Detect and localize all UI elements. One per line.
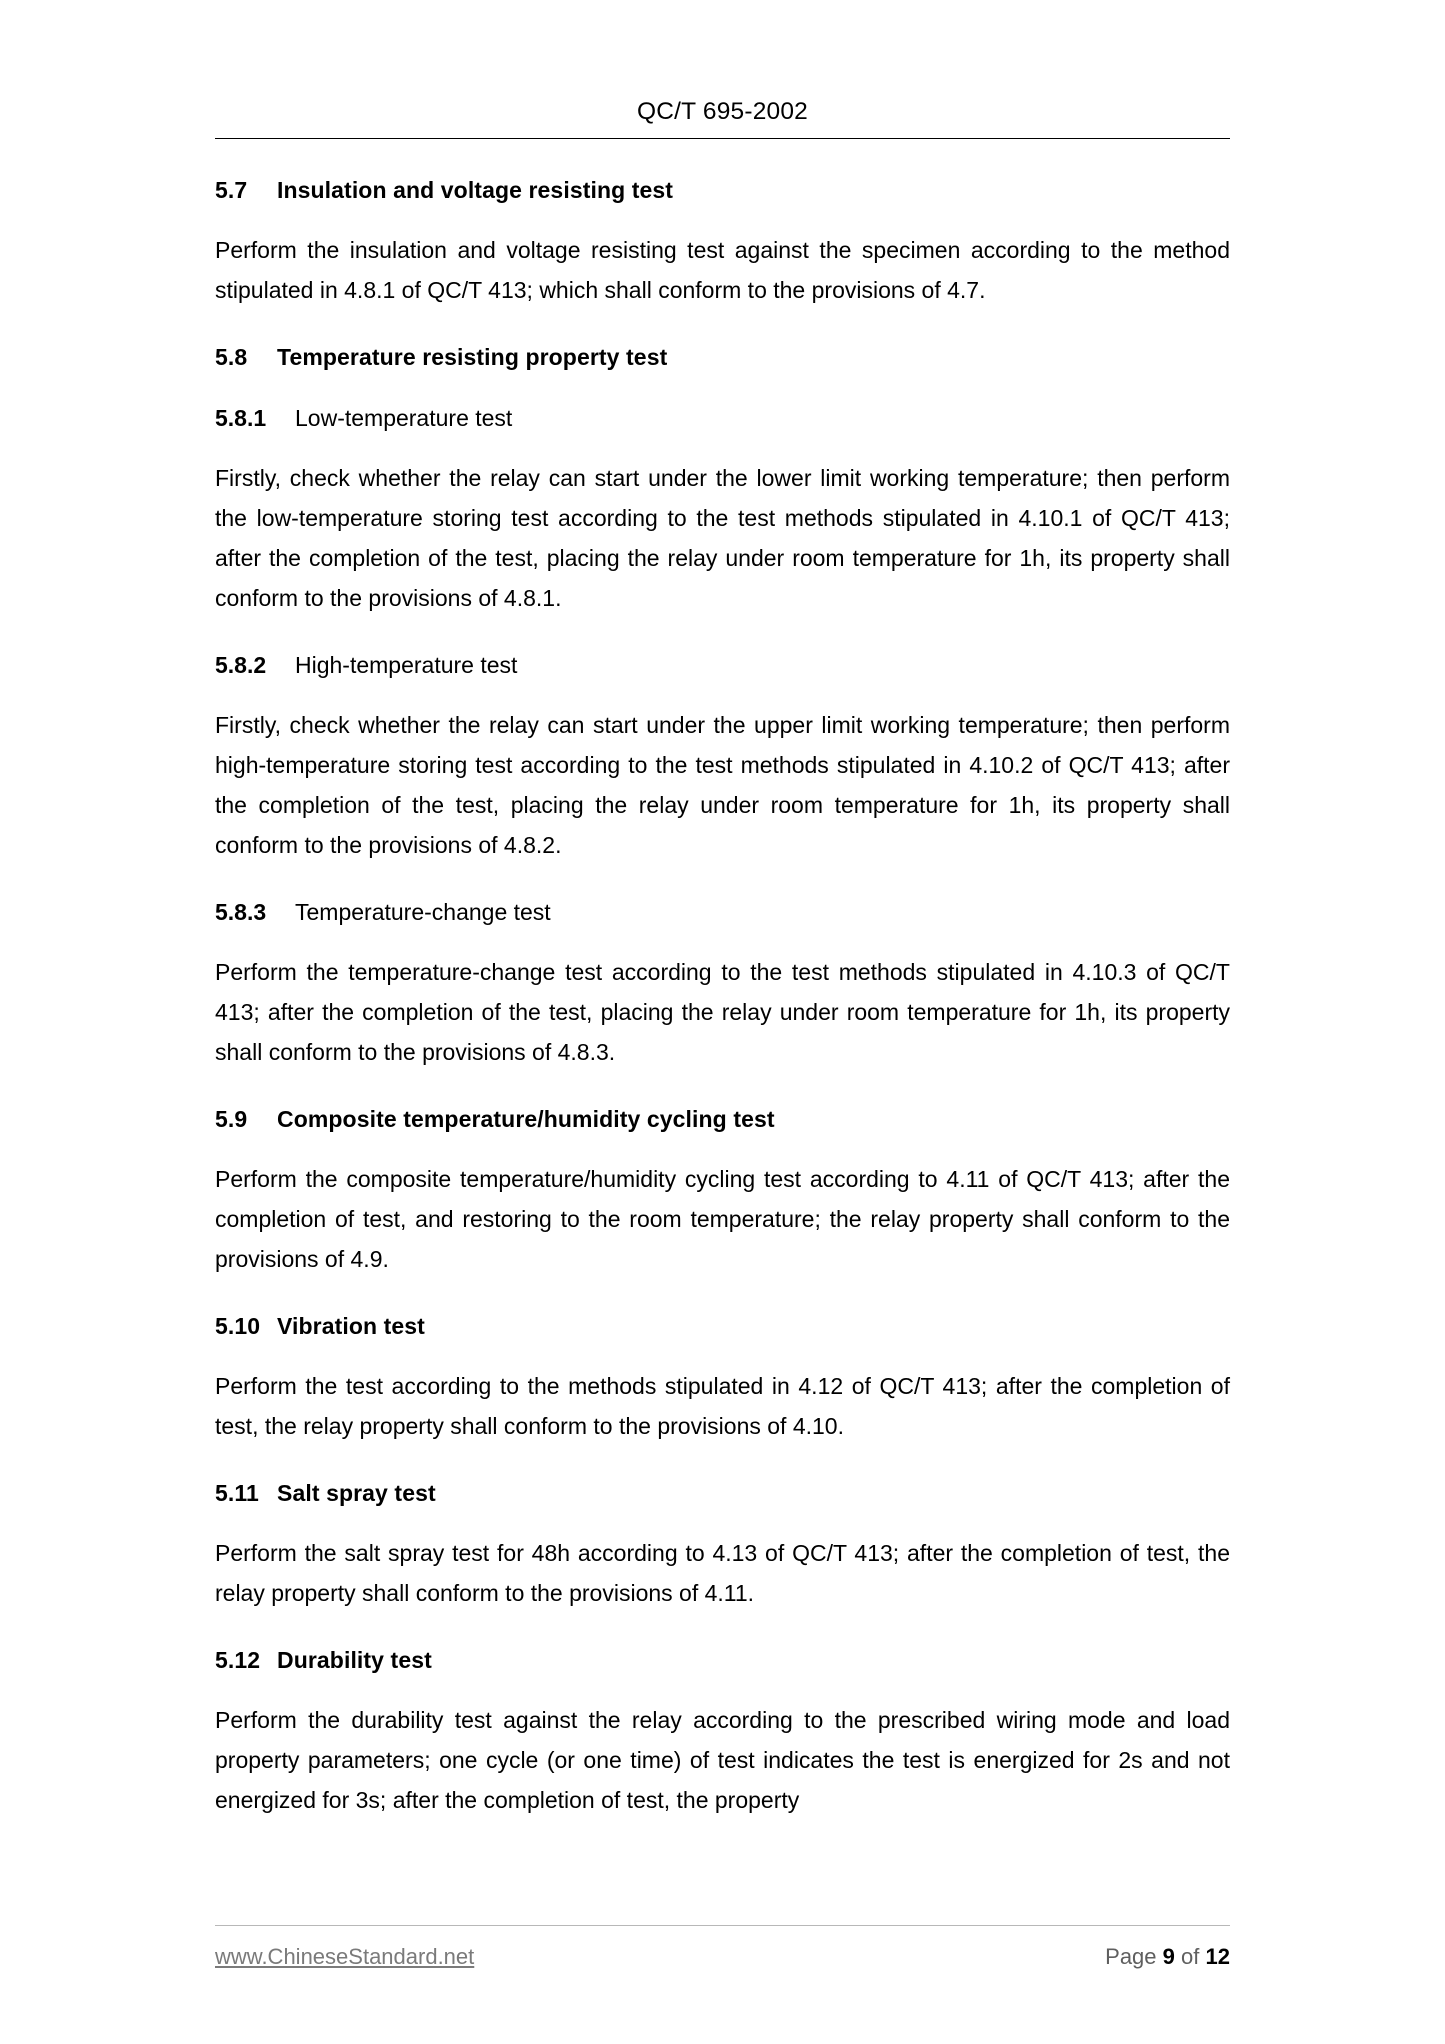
section-number: 5.11 (215, 1480, 259, 1506)
total-page-number: 12 (1205, 1944, 1230, 1969)
section-paragraph: Perform the test according to the methods stipulated in 4.12 of QC/T 413; after the completion of test, the relay property shall conform to the provisions of 4.10. (215, 1373, 1230, 1439)
current-page-number: 9 (1162, 1944, 1175, 1969)
subsection-heading (215, 899, 1230, 926)
section-5-7 (215, 177, 1230, 310)
subsection-paragraph: Firstly, check whether the relay can start under the lower limit working temperature; then perform the low-temperature storing test according to the test methods stipulated in 4.10.1 of QC/T 413; after the completion of the test, placing the relay under room temperature for 1h, its property shall conform to the provisions of 4.8.1. (215, 465, 1230, 611)
subsection-title: Low-temperature test (295, 405, 513, 431)
page-label: Page (1105, 1944, 1157, 1969)
subsection-paragraph: Perform the temperature-change test according to the test methods stipulated in 4.10.3 of QC/T 413; after the completion of the test, placing the relay under room temperature for 1h, its property shall conform to the provisions of 4.8.3. (215, 959, 1230, 1065)
section-number: 5.10 (215, 1313, 261, 1339)
section-heading (215, 177, 1230, 204)
page-number-indicator (1105, 1944, 1230, 1970)
page-of-label: of (1181, 1944, 1200, 1969)
section-5-8 (215, 344, 1230, 371)
subsection-number: 5.8.3 (215, 899, 267, 925)
section-heading (215, 1647, 1230, 1674)
section-heading (215, 344, 1230, 371)
page-header (215, 0, 1230, 139)
subsection-heading (215, 405, 1230, 432)
section-paragraph: Perform the insulation and voltage resisting test against the specimen according to the method stipulated in 4.8.1 of QC/T 413; which shall conform to the provisions of 4.7. (215, 237, 1230, 303)
section-title: Salt spray test (277, 1480, 436, 1506)
section-title: Vibration test (277, 1313, 425, 1339)
subsection-5-8-2 (215, 652, 1230, 865)
subsection-5-8-3 (215, 899, 1230, 1072)
section-title: Insulation and voltage resisting test (277, 177, 674, 203)
page-footer (215, 1925, 1230, 1970)
section-title: Temperature resisting property test (277, 344, 668, 370)
section-paragraph: Perform the composite temperature/humidity cycling test according to 4.11 of QC/T 413; after the completion of test, and restoring to the room temperature; the relay property shall conform to the provisions of 4.9. (215, 1166, 1230, 1272)
section-heading (215, 1313, 1230, 1340)
subsection-number: 5.8.1 (215, 405, 267, 431)
subsection-heading (215, 652, 1230, 679)
document-body (215, 139, 1230, 1820)
subsection-title: Temperature-change test (295, 899, 551, 925)
subsection-title: High-temperature test (295, 652, 518, 678)
section-5-11 (215, 1480, 1230, 1613)
footer-website-link[interactable]: www.ChineseStandard.net (215, 1944, 475, 1969)
subsection-number: 5.8.2 (215, 652, 267, 678)
subsection-5-8-1 (215, 405, 1230, 618)
section-title: Composite temperature/humidity cycling test (277, 1106, 775, 1132)
section-5-10 (215, 1313, 1230, 1446)
section-5-9 (215, 1106, 1230, 1279)
section-title: Durability test (277, 1647, 432, 1673)
section-paragraph: Perform the durability test against the relay according to the prescribed wiring mode and load property parameters; one cycle (or one time) of test indicates the test is energized for 2s and not energized for 3s; after the completion of test, the property (215, 1707, 1230, 1813)
section-number: 5.7 (215, 177, 248, 203)
footer-divider (215, 1925, 1230, 1926)
section-number: 5.12 (215, 1647, 261, 1673)
section-number: 5.8 (215, 344, 248, 370)
section-5-12 (215, 1647, 1230, 1820)
section-heading (215, 1106, 1230, 1133)
subsection-paragraph: Firstly, check whether the relay can start under the upper limit working temperature; then perform high-temperature storing test according to the test methods stipulated in 4.10.2 of QC/T 413; after the completion of the test, placing the relay under room temperature for 1h, its property shall conform to the provisions of 4.8.2. (215, 712, 1230, 858)
section-number: 5.9 (215, 1106, 248, 1132)
section-paragraph: Perform the salt spray test for 48h according to 4.13 of QC/T 413; after the completion of test, the relay property shall conform to the provisions of 4.11. (215, 1540, 1230, 1606)
document-standard-number: QC/T 695-2002 (636, 98, 809, 125)
section-heading (215, 1480, 1230, 1507)
